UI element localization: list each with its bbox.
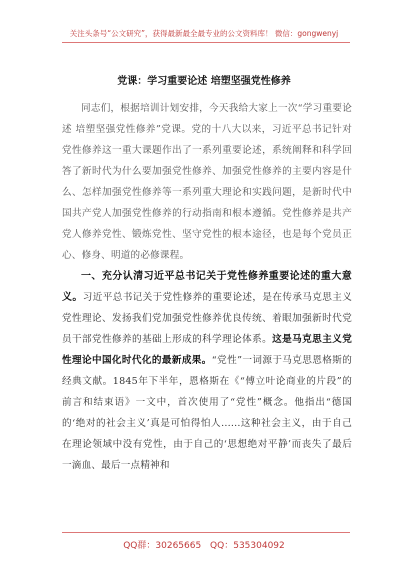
footer-contact: QQ群：30265665 QQ：535304092 bbox=[123, 541, 285, 551]
paragraph-intro: 同志们，根据培训计划安排，今天我给大家上一次“学习重要论述 培塑坚强党性修养”党课。党的十八大以来，习近平总书记针对党性修养这一重大课题作出了一系列重要论述，系统阐释和科学回答了新时代为什么要加强党性修养、加强党性修养的主要内容是什么、怎样加强党性修养等一系列重大理论和实践问题，是新时代中国共产党人加强党性修养的行动指南和根本遵循。党性修养是共产党人修养党性、锻炼党性、坚守党性的根本途径，也是每个党员正心、修身、明道的必修课程。 bbox=[62, 103, 352, 261]
document-body bbox=[62, 98, 352, 476]
header-promo-note: 关注头条号“公文研究”，获得最新最全最专业的公文资料库！ 微信：gongwenyj bbox=[69, 29, 339, 38]
section-heading: 一、充分认清习近平总书记关于党性修养重要论述的重大意义。 bbox=[62, 271, 352, 303]
document-title: 党课：学习重要论述 培塑坚强党性修养 bbox=[117, 76, 291, 87]
paragraph-text: 习近平总书记关于党性修养的重要论述，是在传承马克思主义党性理论、发扬我们党加强党性修养优良传统、着眼加强新时代党员干部党性修养的基础上形成的科学理论体系。 bbox=[62, 292, 352, 345]
paragraph-emphasis: 这是马克思主义党性理论中国化时代化的最新成果。 bbox=[62, 334, 352, 366]
paragraph-section-one bbox=[62, 266, 352, 476]
header-divider bbox=[62, 42, 350, 43]
footer-divider bbox=[62, 532, 350, 533]
paragraph-text-continued: “党性”一词源于马克思恩格斯的经典文献。1845年下半年，恩格斯在《“傅立叶论商业的片段”的前言和结束语》一文中，首次使用了“党性”概念。他指出“德国的‘绝对的社会主义’真是可怕得怕人......这种社会主义，由于自己在理论领域中没有党性，由于自己的‘思想绝对平静’而丧失了最后一滴血、最后一点精神和 bbox=[62, 355, 353, 471]
